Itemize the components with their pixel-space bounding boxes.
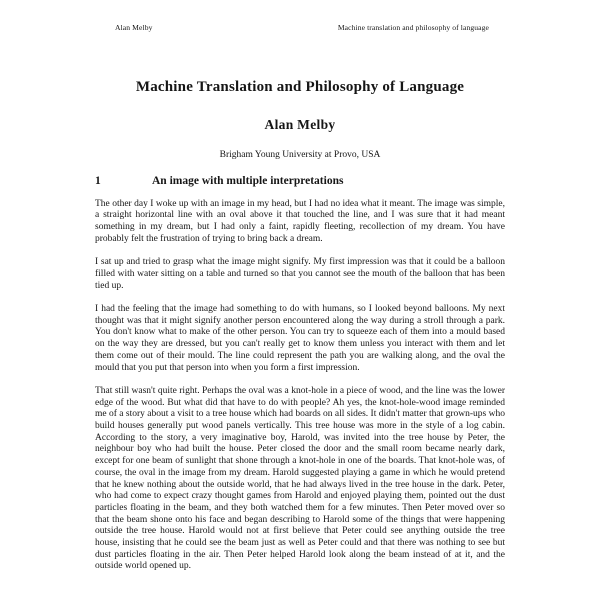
running-header-author: Alan Melby <box>115 23 153 32</box>
paragraph-4: That still wasn't quite right. Perhaps the oval was a knot-hole in a piece of wood, and the line was the lower edge of the wood. But what did that have to do with people? Ah yes, the knot-hole-wood image reminded me of a story about a visit to a tree house which had boards on all sides. It didn't matter that grown-ups who build houses generally put wood panels vertically. This tree house was more in the style of a log cabin. According to the story, a very imaginative boy, Harold, was invited into the tree house by Peter, the neighbour boy who had built the house. Peter closed the door and the small room became nearly dark, except for one beam of sunlight that shone through a knot-hole in one of the boards. That knot-hole was, of course, the oval in the image from my dream. Harold suggested playing a game in which he would pretend that he knew nothing about the outside world, that he had always lived in the tree house in the dark. Peter, who had come to expect crazy thought games from Harold and enjoyed playing them, pointed out the dust particles floating in the beam, and they both watched them for a few minutes. Then Peter moved over so that the beam shone onto his face and began describing to Harold some of the things that were happening outside the tree house. Harold would not at first believe that Peter could see anything outside the tree house, insisting that he could see the beam just as well as Peter could and that there was nothing to see but dust particles floating in the air. Then Peter helped Harold look along the beam instead of at it, and the outside world opened up. <box>95 385 505 572</box>
section-heading <box>95 175 505 187</box>
running-header-title: Machine translation and philosophy of language <box>337 23 489 32</box>
paragraph-2: I sat up and tried to grasp what the image might signify. My first impression was that it could be a balloon filled with water sitting on a table and turned so that you cannot see the mouth of the balloon that has been tied up. <box>95 257 505 291</box>
section-title: An image with multiple interpretations <box>152 175 344 187</box>
paragraph-3: I had the feeling that the image had something to do with humans, so I looked beyond balloons. My next thought was that it might signify another person encountered along the way during a stroll through a park. You don't know what to make of the other person. You can try to squeeze each of them into a mould based on the way they are dressed, but you can't really get to know them unless you interact with them and let them come out of their mould. The line could represent the path you are walking along, and the oval the mould that you put that person into when you form a first impression. <box>95 303 505 373</box>
author-name: Alan Melby <box>264 117 336 132</box>
paragraph-1: The other day I woke up with an image in my head, but I had no idea what it meant. The image was simple, a straight horizontal line with an oval above it that touched the line, and I was sure that it had meant something in my dream, but I had only a faint, rapidly fleeting, recollection of my dream. You have probably felt the frustration of trying to bring back a dream. <box>95 198 505 244</box>
author-affiliation: Brigham Young University at Provo, USA <box>219 150 381 160</box>
page-content <box>95 0 505 573</box>
section-number: 1 <box>95 175 101 187</box>
paper-title: Machine Translation and Philosophy of Language <box>135 79 465 95</box>
